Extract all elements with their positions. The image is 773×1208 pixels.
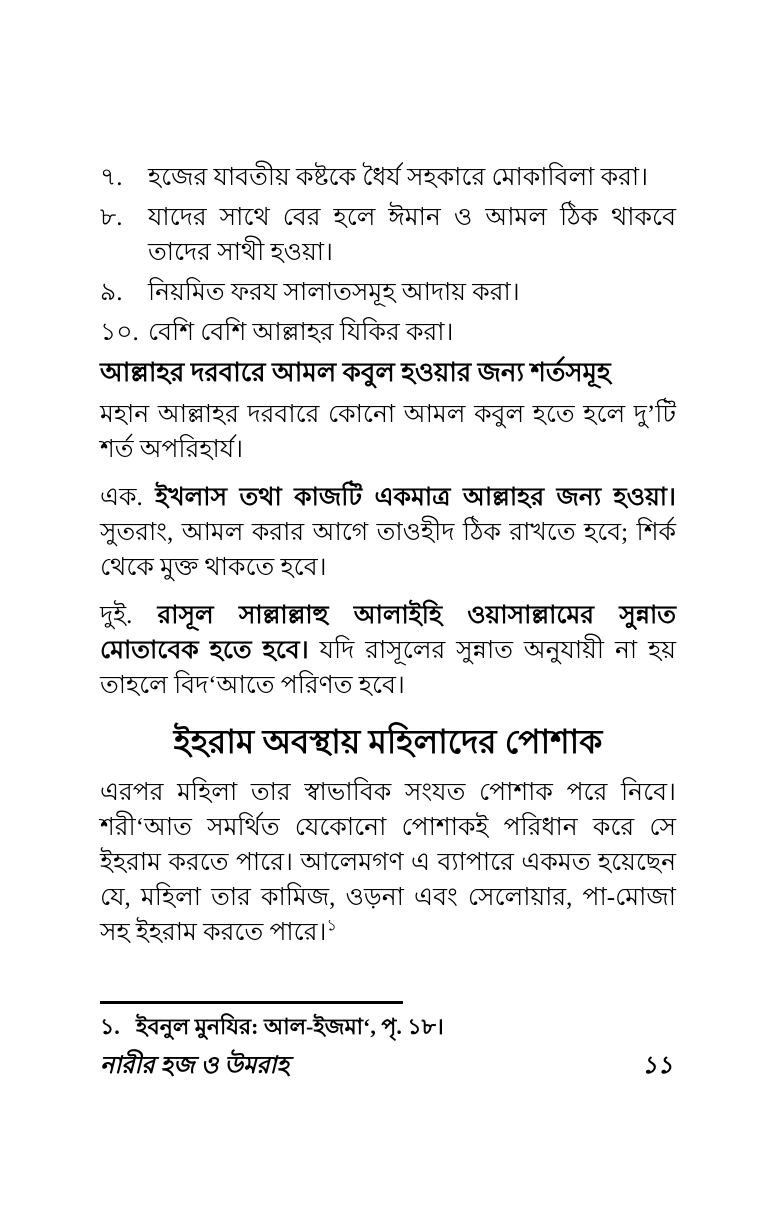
page-content [100,160,676,963]
condition-one-label: এক. [100,484,156,511]
list-item-text: হজের যাবতীয় কষ্টকে ধৈর্য সহকারে মোকাবিলা করা। [148,164,649,191]
footer-book-title: নারীর হজ ও উমরাহ [100,1053,290,1079]
page-footer [100,1050,673,1082]
conditions-intro-paragraph: মহান আল্লাহর দরবারে কোনো আমল কবুল হতে হলে দু’টি শর্ত অপরিহার্য। [100,401,676,463]
list-item-text: যাদের সাথে বের হলে ঈমান ও আমল ঠিক থাকবে তাদের সাথী হওয়া। [148,204,676,266]
footnote-divider-rule [100,1001,403,1004]
footer-page-number: ১১ [641,1053,673,1079]
list-item-number: ৯. [100,279,123,306]
condition-two-rest-text: যদি রাসূলের সুন্নাত অনুযায়ী না হয় তাহলে বিদ‘আতে পরিণত হবে। [100,637,676,699]
list-item [100,200,676,270]
footnote-reference-mark: ১ [326,917,337,935]
condition-two-paragraph [100,598,676,703]
list-item [100,275,676,310]
ihram-body-paragraph [100,775,676,950]
condition-two-label: দুই. [100,602,158,629]
list-item-text: বেশি বেশি আল্লাহর যিকির করা। [148,319,454,346]
footnote [100,1012,676,1042]
footnote-block [100,1001,676,1042]
footnote-number: ১. [100,1014,120,1039]
condition-one-bold-text: ইখলাস তথা কাজটি একমাত্র আল্লাহর জন্য হওয়া। [155,484,676,511]
ihram-body-text: এরপর মহিলা তার স্বাভাবিক সংযত পোশাক পরে নিবে। শরী‘আত সমর্থিত যেকোনো পোশাকই পরিধান করে সে ইহরাম করতে পারে। আলেমগণ এ ব্যাপারে একমত হয়েছেন যে, মহিলা তার কামিজ, ওড়না এবং সেলোয়ার, পা-মোজা সহ ইহরাম করতে পারে। [100,779,676,946]
list-item-number: ৮. [100,204,123,231]
ihram-chapter-heading: ইহরাম অবস্থায় মহিলাদের পোশাক [173,725,603,761]
condition-one-rest-text: সুতরাং, আমল করার আগে তাওহীদ ঠিক রাখতে হবে; শির্ক থেকে মুক্ত থাকতে হবে। [100,519,676,581]
condition-one-paragraph [100,480,676,585]
condition-two-bold-text: রাসূল সাল্লাল্লাহু আলাইহি ওয়াসাল্লামের সুন্নাত মোতাবেক হতে হবে। [100,602,676,664]
list-item-text: নিয়মিত ফরয সালাতসমূহ আদায় করা। [148,279,520,306]
list-item [100,315,676,350]
numbered-list [100,160,676,350]
conditions-section-heading: আল্লাহর দরবারে আমল কবুল হওয়ার জন্য শর্তসমূহ [100,358,611,387]
list-item-number: ১০. [100,319,139,346]
list-item-number: ৭. [100,164,123,191]
list-item [100,160,676,195]
footnote-text: ইবনুল মুনযির: আল-ইজমা‘, পৃ. ১৮। [136,1014,444,1039]
